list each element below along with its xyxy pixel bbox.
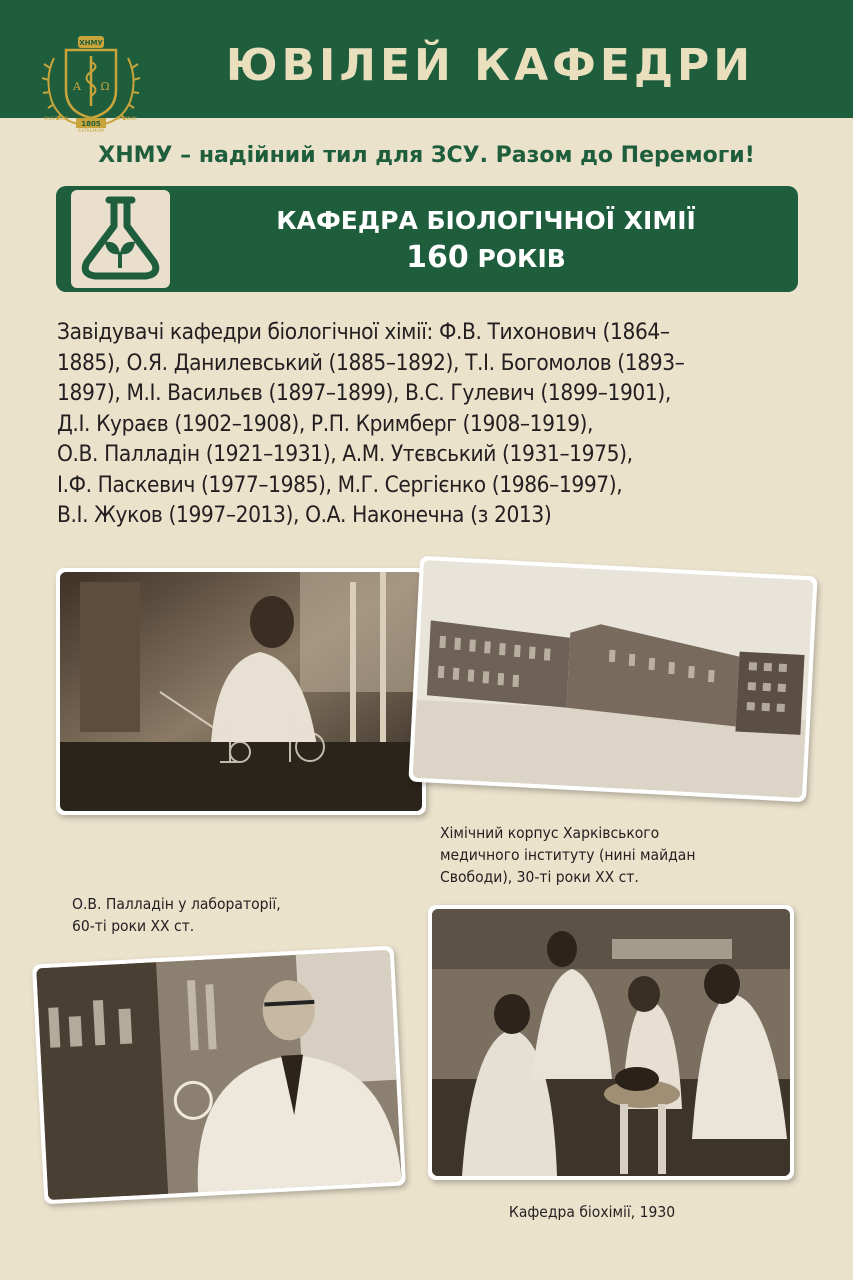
heads-line: І.Ф. Паскевич (1977–1985), М.Г. Сергієнко (1986–1997), (57, 471, 623, 498)
caption-line: О.В. Палладін у лабораторії, (72, 895, 281, 913)
photo-department-1930 (428, 905, 794, 1180)
photo-palladin-laboratory (32, 946, 406, 1205)
svg-text:1805: 1805 (81, 120, 101, 128)
caption-line: Свободи), 30-ті роки XX ст. (440, 868, 639, 886)
page-title: ЮВІЛЕЙ КАФЕДРИ (225, 40, 755, 91)
svg-text:Ω: Ω (100, 80, 110, 93)
caption-department-photo: Кафедра біохімії, 1930 (508, 1203, 676, 1221)
department-banner (56, 186, 798, 292)
heads-line: 1897), М.І. Васильєв (1897–1899), В.С. Гулевич (1899–1901), (57, 380, 671, 406)
university-emblem-icon (40, 28, 142, 132)
svg-text:VALETUDO: VALETUDO (43, 117, 69, 122)
flask-sprout-icon (71, 190, 170, 288)
heads-line: 1885), О.Я. Данилевський (1885–1892), Т.І. Богомолов (1893– (57, 349, 685, 376)
heads-line: Завідувачі кафедри біологічної хімії: Ф.В. Тихонович (1864– (57, 319, 670, 345)
svg-text:EXTREMUM: EXTREMUM (78, 129, 104, 132)
photo-lab-scientist (56, 568, 426, 815)
caption-building (440, 822, 800, 888)
caption-palladin (72, 893, 372, 937)
caption-line: 60-ті роки XX ст. (72, 917, 195, 935)
anniversary-word: РОКІВ (477, 244, 566, 273)
department-name: КАФЕДРА БІОЛОГІЧНОЇ ХІМІЇ (276, 206, 696, 235)
svg-text:OPTIMUM: OPTIMUM (115, 117, 137, 122)
svg-text:Α: Α (73, 80, 81, 93)
caption-line: медичного інституту (нині майдан (440, 846, 696, 864)
heads-line: Д.І. Кураєв (1902–1908), Р.П. Кримберг (1908–1919), (57, 410, 594, 437)
heads-line: О.В. Палладін (1921–1931), А.М. Утєвський (1931–1975), (57, 441, 633, 467)
photo-chemistry-building (408, 556, 817, 803)
caption-line: Хімічний корпус Харківського (440, 824, 660, 842)
department-heads-text (57, 317, 817, 531)
heads-line: В.І. Жуков (1997–2013), О.А. Наконечна (з 2013) (57, 502, 552, 528)
slogan: ХНМУ – надійний тил для ЗСУ. Разом до Перемоги! (98, 143, 755, 168)
department-icon-box (71, 190, 170, 288)
anniversary-number: 160 (406, 240, 469, 275)
svg-text:ХНМУ: ХНМУ (79, 39, 103, 47)
department-anniversary (176, 240, 796, 275)
